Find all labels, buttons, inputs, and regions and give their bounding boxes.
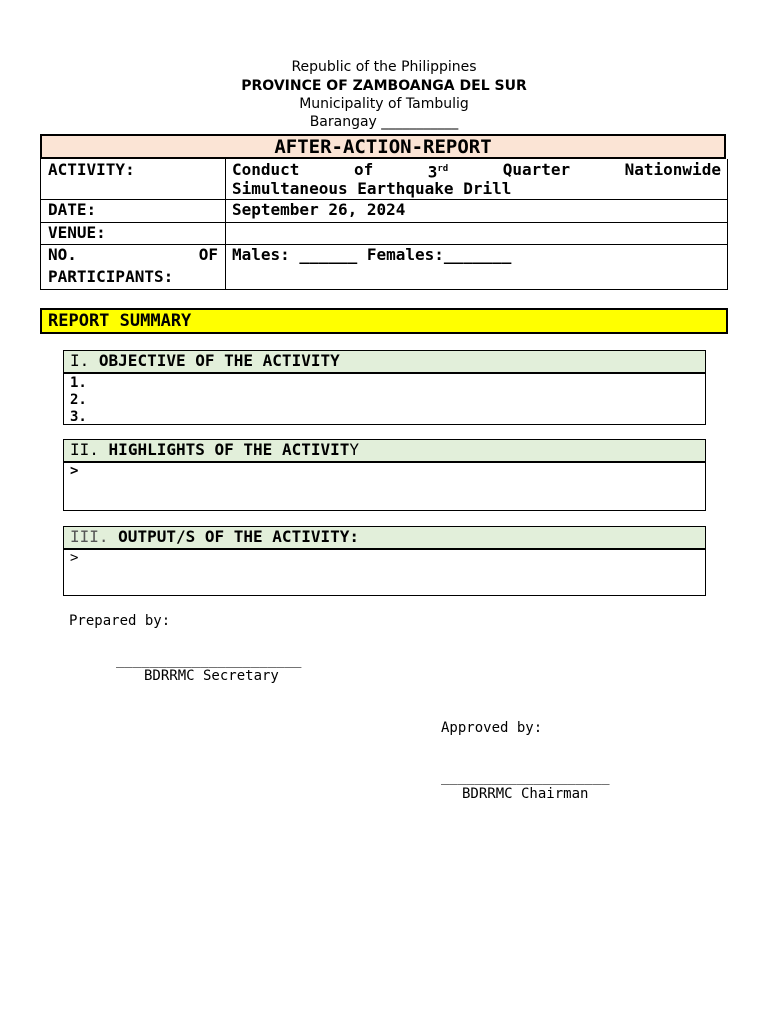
approved-role: BDRRMC Chairman — [462, 786, 589, 802]
highlights-body — [64, 463, 705, 480]
bullet-item: > — [70, 550, 79, 566]
date-value: September 26, 2024 — [232, 200, 406, 219]
output-body — [64, 550, 705, 567]
activity-word: Quarter — [502, 160, 571, 179]
section-numeral: III. — [70, 527, 109, 546]
section-title: OBJECTIVE OF THE ACTIVITY — [98, 351, 340, 370]
info-table — [40, 159, 728, 290]
activity-word: Nationwide — [624, 160, 721, 179]
list-item: 3. — [70, 409, 87, 425]
section-numeral: I. — [70, 351, 90, 370]
activity-word: 3rd — [427, 162, 449, 182]
list-item: 1. — [70, 375, 87, 391]
participants-value: Males: ______ Females:_______ — [232, 245, 512, 264]
participants-label-word: OF — [198, 245, 218, 264]
list-item: 2. — [70, 392, 87, 408]
section-title-tail: Y — [349, 440, 360, 459]
table-column-divider — [225, 159, 226, 289]
highlights-section — [63, 439, 706, 511]
bullet-item: > — [70, 463, 79, 479]
output-section — [63, 526, 706, 596]
venue-label: VENUE: — [48, 223, 106, 242]
output-header — [64, 527, 705, 550]
prepared-signature-line: ______________________ — [116, 652, 302, 668]
activity-label: ACTIVITY: — [48, 160, 135, 179]
objective-header — [64, 351, 705, 374]
prepared-role: BDRRMC Secretary — [144, 668, 279, 684]
row-divider — [41, 222, 727, 223]
participants-label-word: NO. — [48, 245, 77, 264]
republic-line: Republic of the Philippines — [291, 59, 477, 75]
ordinal-suffix: rd — [437, 164, 449, 174]
objective-list — [64, 374, 705, 426]
municipality-line: Municipality of Tambulig — [299, 96, 469, 112]
report-title: AFTER-ACTION-REPORT — [40, 134, 726, 159]
activity-value-line2: Simultaneous Earthquake Drill — [232, 179, 512, 198]
objective-section — [63, 350, 706, 425]
barangay-line: Barangay ___________ — [309, 114, 459, 130]
approved-signature-line: ____________________ — [441, 769, 610, 785]
province-line: PROVINCE OF ZAMBOANGA DEL SUR — [241, 78, 527, 94]
section-title: OUTPUT/S OF THE ACTIVITY: — [118, 527, 359, 546]
section-numeral: II. — [70, 440, 99, 459]
activity-word: of — [353, 160, 374, 179]
participants-label-line2: PARTICIPANTS: — [48, 267, 174, 286]
section-title: HIGHLIGHTS OF THE ACTIVIT — [108, 440, 350, 459]
date-label: DATE: — [48, 200, 97, 219]
report-summary-bar: REPORT SUMMARY — [40, 308, 728, 334]
prepared-by-label: Prepared by: — [69, 613, 171, 629]
participants-label-line1 — [48, 245, 218, 264]
approved-by-label: Approved by: — [441, 720, 543, 736]
activity-word: Conduct — [232, 160, 300, 179]
highlights-header — [64, 440, 705, 463]
